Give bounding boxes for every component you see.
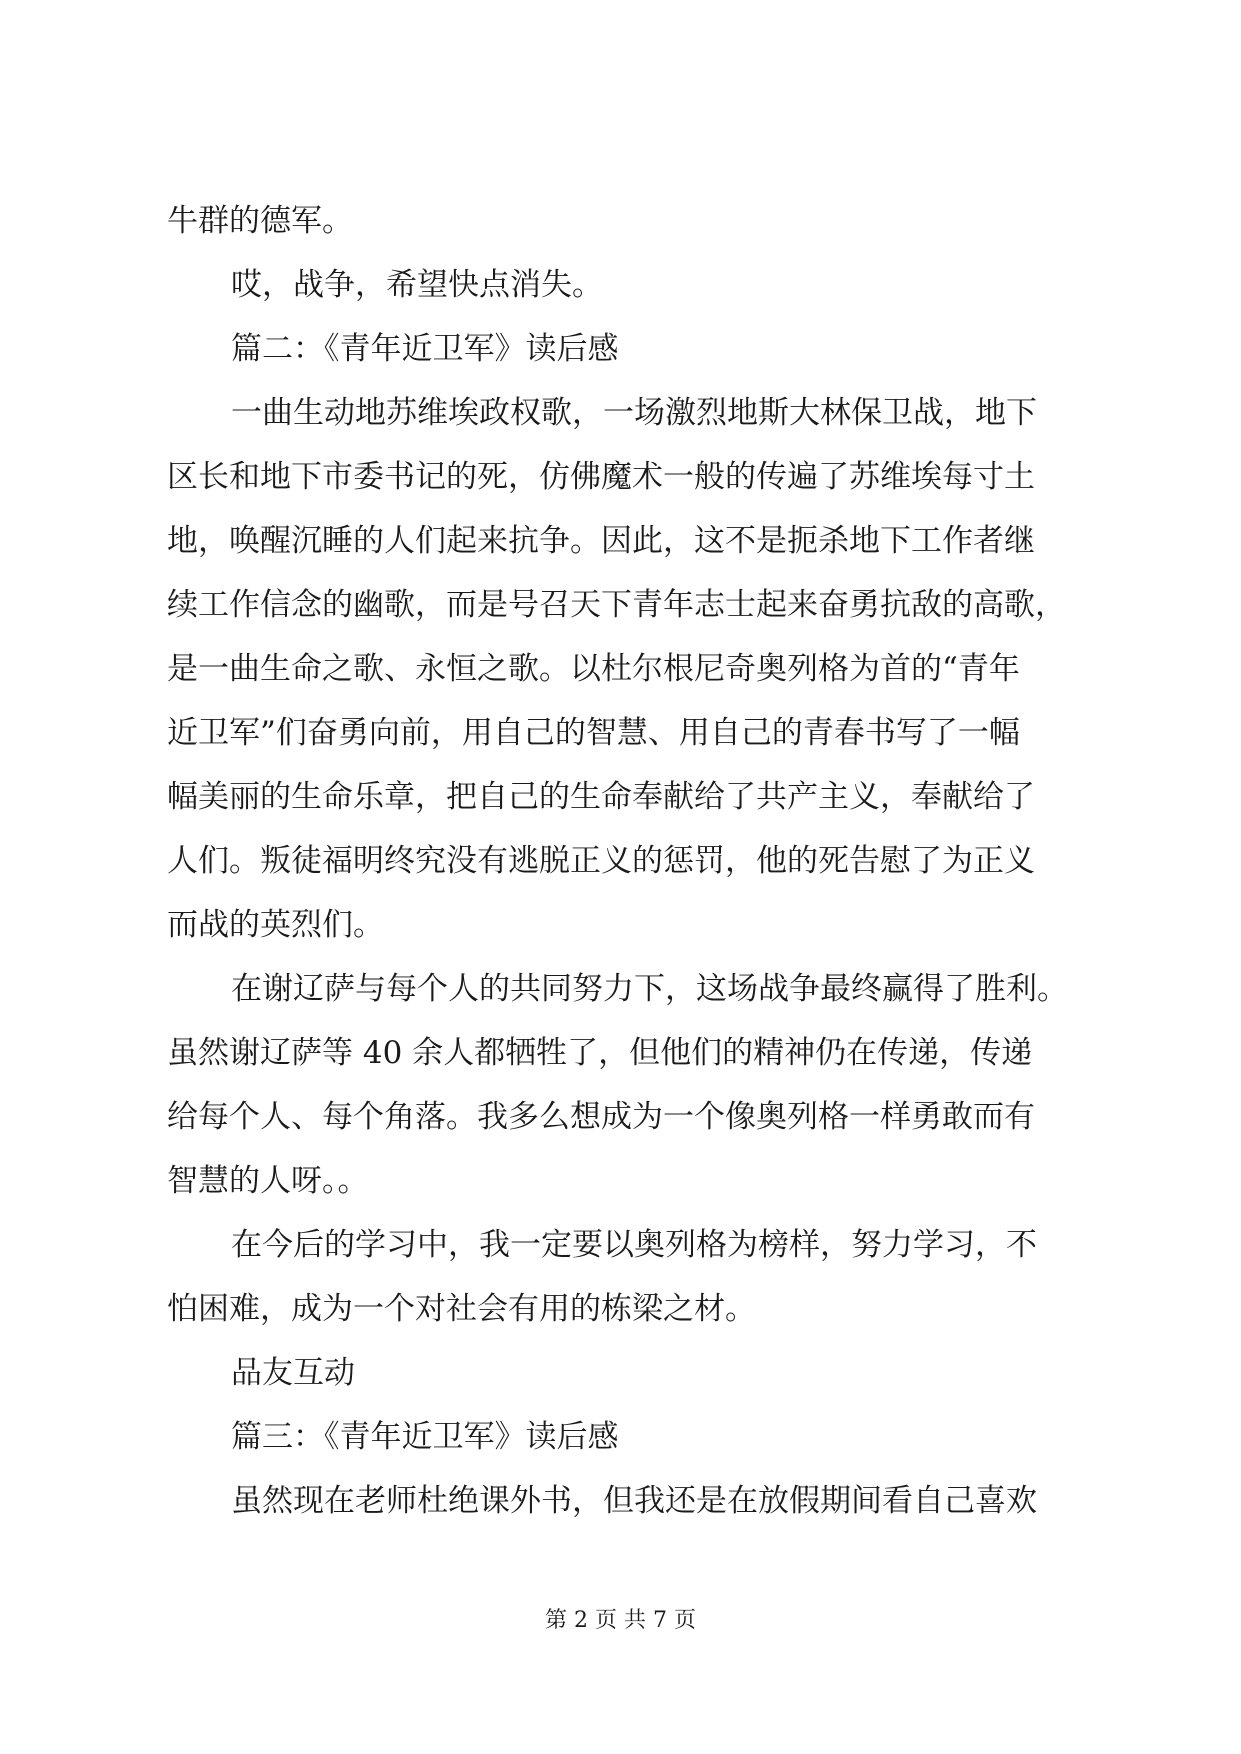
text-line: 虽然谢辽萨等 40 余人都牺牲了，但他们的精神仍在传递，传递 — [167, 1035, 1033, 1071]
text-line: 幅美丽的生命乐章，把自己的生命奉献给了共产主义，奉献给了 — [167, 779, 1035, 815]
text-line: 而战的英烈们。 — [167, 907, 384, 943]
text-line: 一曲生动地苏维埃政权歌，一场激烈地斯大林保卫战，地下 — [231, 395, 1037, 431]
text-line: 续工作信念的幽歌，而是号召天下青年志士起来奋勇抗敌的高歌， — [167, 587, 1066, 623]
text-line: 区长和地下市委书记的死，仿佛魔术一般的传遍了苏维埃每寸土 — [167, 459, 1035, 495]
document-body — [167, 196, 1077, 1526]
text-line: 人们。叛徒福明终究没有逃脱正义的惩罚，他的死告慰了为正义 — [167, 843, 1035, 879]
text-line: 怕困难，成为一个对社会有用的栋梁之材。 — [167, 1291, 756, 1327]
section-heading: 篇二：《青年近卫军》读后感 — [231, 331, 619, 367]
text-line: 智慧的人呀。。 — [167, 1163, 369, 1199]
text-line: 在今后的学习中，我一定要以奥列格为榜样，努力学习，不 — [231, 1227, 1037, 1263]
text-line: 是一曲生命之歌、永恒之歌。以杜尔根尼奇奥列格为首的“青年 — [167, 651, 1020, 687]
text-line: 品友互动 — [231, 1355, 355, 1391]
text-line: 牛群的德军。 — [167, 203, 353, 239]
text-line: 给每个人、每个角落。我多么想成为一个像奥列格一样勇敢而有 — [167, 1099, 1035, 1135]
section-heading: 篇三：《青年近卫军》读后感 — [231, 1419, 619, 1455]
text-line: 在谢辽萨与每个人的共同努力下，这场战争最终赢得了胜利。 — [231, 971, 1068, 1007]
text-line: 虽然现在老师杜绝课外书，但我还是在放假期间看自己喜欢 — [231, 1483, 1037, 1519]
text-line: 哎，战争，希望快点消失。 — [231, 267, 603, 303]
text-line: 近卫军”们奋勇向前，用自己的智慧、用自己的青春书写了一幅 — [167, 715, 1020, 751]
page-number-footer: 第 2 页 共 7 页 — [545, 1608, 696, 1633]
text-line: 地，唤醒沉睡的人们起来抗争。因此，这不是扼杀地下工作者继 — [167, 523, 1035, 559]
